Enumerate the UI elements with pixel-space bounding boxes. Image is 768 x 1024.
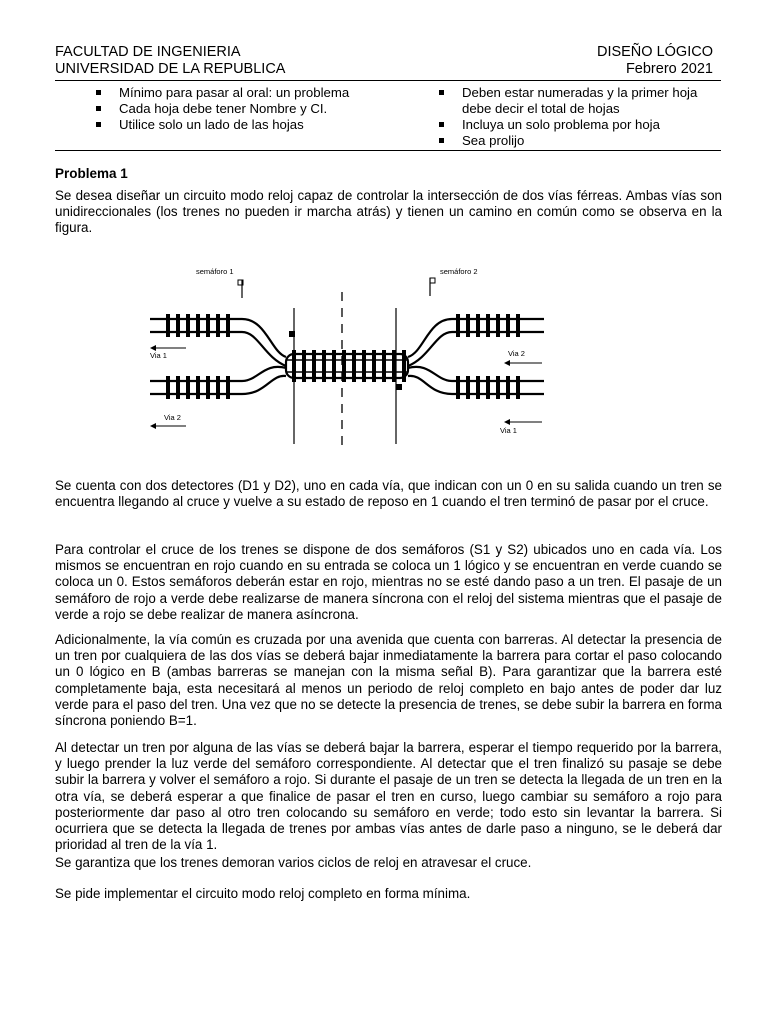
instruction-item: Mínimo para pasar al oral: un problema bbox=[93, 85, 393, 101]
paragraph-operation: Al detectar un tren por alguna de las vías se deberá bajar la barrera, esperar el tiempo requerido por la barrera, y luego prender la luz verde del semáforo correspondiente. Al detectar que el tren finalizó su pasaje se debe subir la barrera y volver el semáforo a rojo. Si durante el pasaje de un tren se detecta la llegada de un tren en la otra vía, se deberá esperar a que finalice de pasar el tren en curso, luego cambiar su semáforo a rojo para posteriormente dar paso al otro tren colocando su semáforo en verde; todo esto sin levantar la barrera. Si ocurriera que se detecta la llegada de trenes por ambas vías antes de darle paso a ninguno, se le deberá dar prioridad al tren de la vía 1. bbox=[55, 740, 722, 853]
instructions-left bbox=[93, 85, 393, 133]
faculty-name: FACULTAD DE INGENIERIA bbox=[55, 44, 241, 60]
instructions-right bbox=[436, 85, 706, 149]
university-name: UNIVERSIDAD DE LA REPUBLICA bbox=[55, 61, 286, 77]
course-name: DISEÑO LÓGICO bbox=[596, 44, 713, 60]
semaforo-1-label: semáforo 1 bbox=[196, 267, 234, 276]
problem-title: Problema 1 bbox=[55, 166, 128, 181]
instruction-item: Deben estar numeradas y la primer hoja debe decir el total de hojas bbox=[436, 85, 706, 117]
paragraph-semaphores: Para controlar el cruce de los trenes se dispone de dos semáforos (S1 y S2) ubicados uno en cada vía. Los mismos se encuentran en rojo cuando en su entrada se coloca un 1 lógico y se encuentran en verde cuando se coloca un 0. Estos semáforos deberán estar en rojo, mientras no se esté dando paso a un tren. El pasaje de un semáforo de rojo a verde debe realizarse de manera síncrona con el reloj del sistema mientras que el pasaje de verde a rojo se debe realizar de manera asíncrona. bbox=[55, 542, 722, 622]
instruction-item: Cada hoja debe tener Nombre y CI. bbox=[93, 101, 393, 117]
instruction-item: Incluya un solo problema por hoja bbox=[436, 117, 706, 133]
instruction-item: Sea prolijo bbox=[436, 133, 706, 149]
via-2-left-label: Via 2 bbox=[164, 413, 181, 422]
via-2-right-label: Via 2 bbox=[508, 349, 525, 358]
paragraph-guarantee: Se garantiza que los trenes demoran varios ciclos de reloj en atravesar el cruce. bbox=[55, 855, 532, 870]
via-1-left-label: Via 1 bbox=[150, 351, 167, 360]
instruction-item: Utilice solo un lado de las hojas bbox=[93, 117, 393, 133]
paragraph-detectors: Se cuenta con dos detectores (D1 y D2), uno en cada vía, que indican con un 0 en su salida cuando un tren se encuentra llegando al cruce y vuelve a su estado de reposo en 1 cuando el tren terminó de pasar por el cruce. bbox=[55, 478, 722, 510]
header-rule bbox=[55, 80, 721, 81]
exam-date: Febrero 2021 bbox=[625, 61, 713, 77]
semaforo-2-label: semáforo 2 bbox=[440, 267, 478, 276]
paragraph-intro: Se desea diseñar un circuito modo reloj capaz de controlar la intersección de dos vías férreas. Ambas vías son unidireccionales (los trenes no pueden ir marcha atrás) y tienen un camino en común como se observa en la figura. bbox=[55, 188, 722, 236]
via-1-right-label: Via 1 bbox=[500, 426, 517, 435]
paragraph-barriers: Adicionalmente, la vía común es cruzada por una avenida que cuenta con barreras. Al detectar la presencia de un tren por cualquiera de las dos vías se deberá bajar inmediatamente la barrera para cortar el paso colocando un 0 lógico en B (ambas barreras se manejan con la misma señal B). Para garantizar que la barrera esté completamente baja, esta necesitará al menos un periodo de reloj completo en bajo antes de poder dar luz verde para el paso del tren. Una vez que no se detecte la presencia de trenes, se debe subir la barrera en forma síncrona poniendo B=1. bbox=[55, 632, 722, 729]
paragraph-request: Se pide implementar el circuito modo reloj completo en forma mínima. bbox=[55, 886, 471, 901]
railway-crossing-diagram bbox=[146, 262, 548, 454]
railway-crossing-figure bbox=[146, 262, 548, 454]
instructions-rule bbox=[55, 150, 721, 151]
